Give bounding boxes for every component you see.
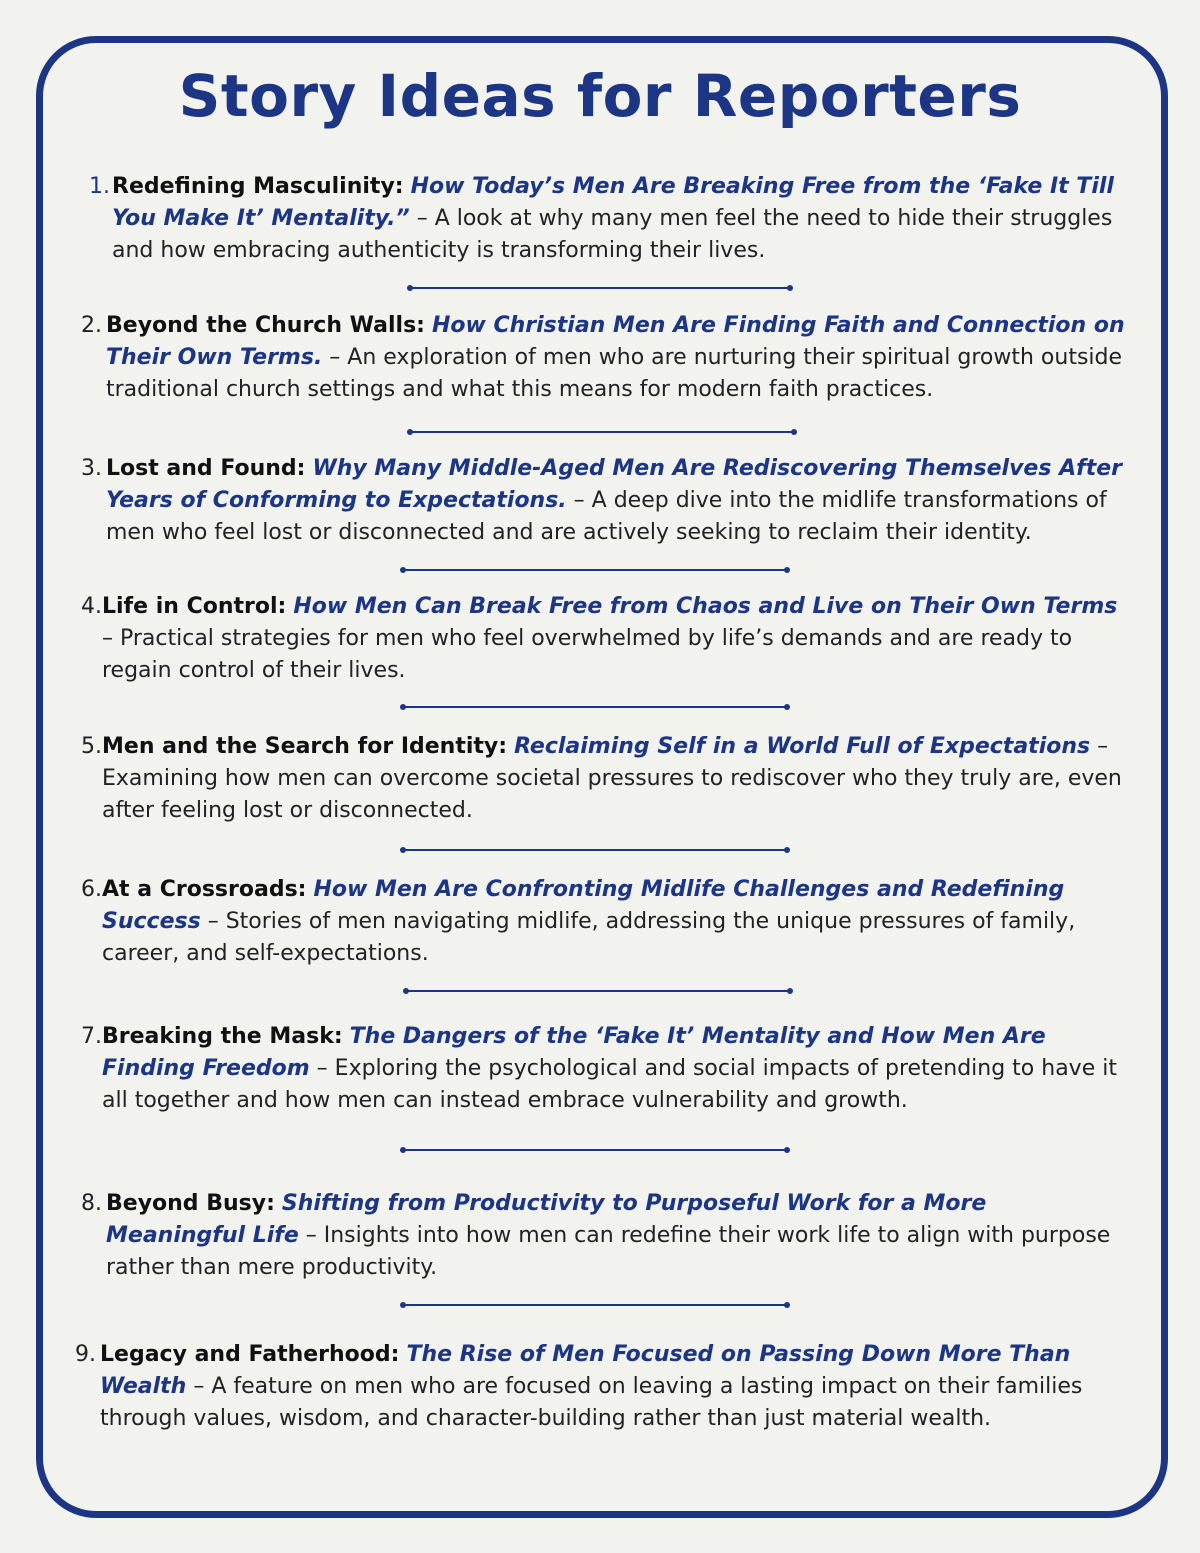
item-number: 3.: [81, 456, 102, 481]
item-number: 6.: [81, 877, 102, 902]
item-subtitle: Shifting from Productivity to Purposeful Work for a More Meaningful Life: [106, 1191, 987, 1248]
item-headline: At a Crossroads:: [102, 877, 307, 902]
item-body: [72, 874, 1130, 970]
item-body: [72, 310, 1128, 406]
item-body: [72, 1021, 1122, 1117]
section-divider: [406, 990, 790, 992]
item-body: [72, 591, 1122, 687]
section-divider: [410, 431, 794, 433]
list-item: [66, 1339, 1120, 1435]
item-subtitle: How Men Are Confronting Midlife Challenges and Redefining Success: [102, 877, 1065, 934]
item-number: 5.: [81, 734, 102, 759]
list-item: [72, 874, 1130, 970]
item-description: – A look at why many men feel the need to hide their struggles and how embracing authenticity is transforming their lives.: [112, 206, 1113, 263]
section-divider: [403, 849, 787, 851]
item-body: [72, 731, 1122, 827]
item-subtitle: How Men Can Break Free from Chaos and Live on Their Own Terms: [293, 594, 1118, 619]
section-divider: [410, 287, 790, 289]
item-body: [66, 1339, 1120, 1435]
item-description: – Insights into how men can redefine their work life to align with purpose rather than mere productivity.: [106, 1223, 1111, 1280]
item-subtitle: How Today’s Men Are Breaking Free from the ‘Fake It Till You Make It’ Mentality.”: [112, 174, 1114, 231]
item-headline: Redefining Masculinity:: [112, 174, 404, 199]
item-number: 1.: [89, 174, 110, 199]
item-description: – Examining how men can overcome societal pressures to rediscover who they truly are, even after feeling lost or disconnected.: [102, 734, 1122, 823]
section-divider: [403, 1149, 787, 1151]
item-subtitle: The Dangers of the ‘Fake It’ Mentality and How Men Are Finding Freedom: [102, 1024, 1046, 1081]
item-body: [72, 453, 1128, 549]
item-description: – A deep dive into the midlife transformations of men who feel lost or disconnected and are actively seeking to reclaim their identity.: [106, 488, 1107, 545]
list-item: [72, 731, 1122, 827]
item-headline: Beyond Busy:: [106, 1191, 275, 1216]
item-description: – An exploration of men who are nurturing their spiritual growth outside traditional church settings and what this means for modern faith practices.: [106, 345, 1123, 402]
section-divider: [403, 1304, 787, 1306]
list-item: [72, 1188, 1128, 1284]
item-headline: Lost and Found:: [106, 456, 306, 481]
item-number: 2.: [81, 313, 102, 338]
item-number: 7.: [81, 1024, 102, 1049]
list-item: [72, 310, 1128, 406]
page-title: Story Ideas for Reporters: [178, 62, 1022, 130]
list-item: [72, 1021, 1122, 1117]
list-item: [72, 453, 1128, 549]
item-description: – A feature on men who are focused on leaving a lasting impact on their families through values, wisdom, and character-building rather than just material wealth.: [100, 1374, 1083, 1431]
item-description: – Exploring the psychological and social impacts of pretending to have it all together and how men can instead embrace vulnerability and growth.: [102, 1056, 1117, 1113]
item-subtitle: The Rise of Men Focused on Passing Down More Than Wealth: [100, 1342, 1071, 1399]
item-number: 8.: [81, 1191, 102, 1216]
item-description: – Practical strategies for men who feel overwhelmed by life’s demands and are ready to regain control of their lives.: [102, 626, 1073, 683]
item-number: 4.: [81, 594, 102, 619]
section-divider: [403, 569, 787, 571]
item-headline: Breaking the Mask:: [102, 1024, 343, 1049]
item-headline: Life in Control:: [102, 594, 287, 619]
item-description: – Stories of men navigating midlife, addressing the unique pressures of family, career, and self-expectations.: [102, 909, 1076, 966]
list-item: [72, 591, 1122, 687]
item-headline: Men and the Search for Identity:: [102, 734, 508, 759]
item-headline: Beyond the Church Walls:: [106, 313, 425, 338]
item-body: [72, 1188, 1128, 1284]
item-subtitle: How Christian Men Are Finding Faith and Connection on Their Own Terms.: [106, 313, 1125, 370]
item-subtitle: Reclaiming Self in a World Full of Expectations: [514, 734, 1091, 759]
item-number: 9.: [75, 1342, 96, 1367]
item-subtitle: Why Many Middle-Aged Men Are Rediscovering Themselves After Years of Conforming to Expectations.: [106, 456, 1122, 513]
item-headline: Legacy and Fatherhood:: [100, 1342, 400, 1367]
item-body: [80, 171, 1120, 267]
list-item: [80, 171, 1120, 267]
section-divider: [403, 706, 787, 708]
